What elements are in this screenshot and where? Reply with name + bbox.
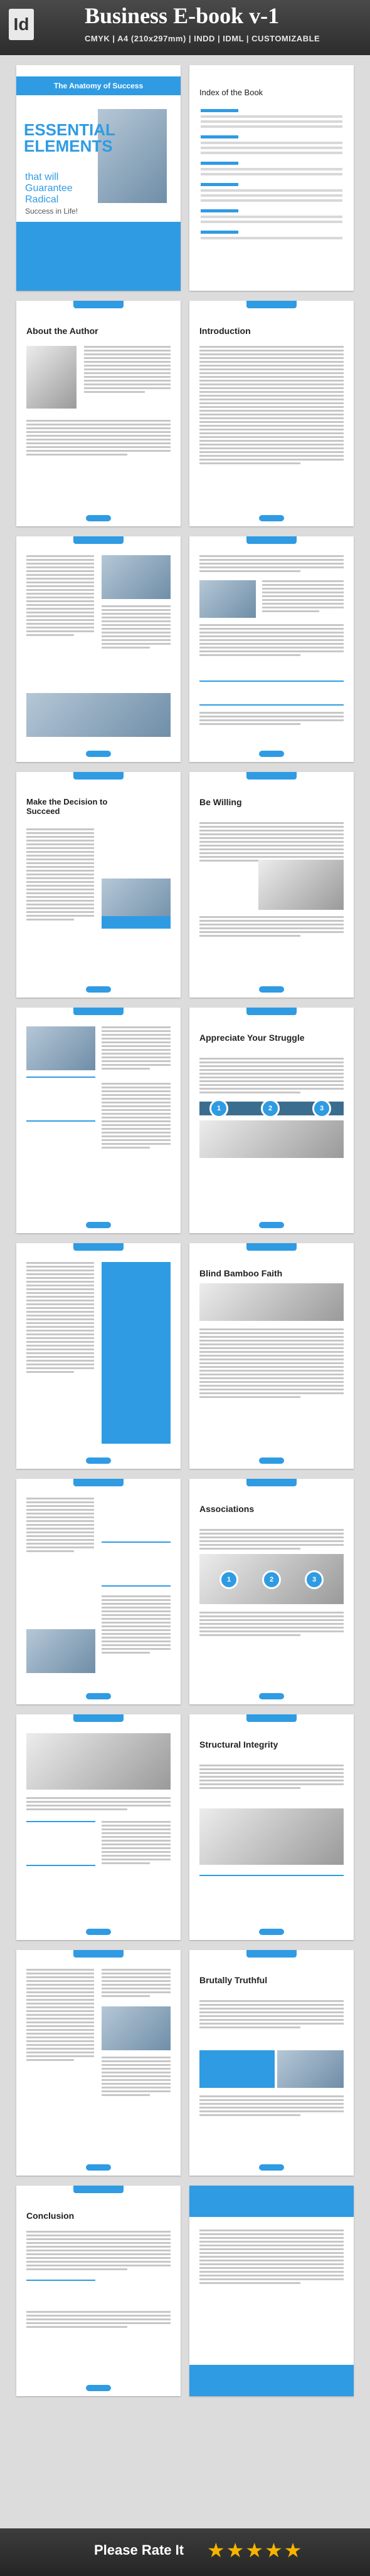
toc-line	[201, 168, 342, 170]
text-block	[199, 916, 344, 939]
text-block	[199, 1058, 344, 1095]
cover-headline-line2: ELEMENTS	[24, 137, 113, 155]
page-footer-pill	[259, 2164, 284, 2171]
text-column	[102, 1083, 171, 1150]
toc-heading	[201, 162, 238, 165]
willing-title: Be Willing	[199, 797, 242, 807]
spread-5	[0, 1008, 370, 1233]
text-column	[26, 555, 94, 638]
text-column	[26, 1498, 94, 1554]
decision-title: Make the Decision to Succeed	[26, 797, 108, 816]
spread-4	[0, 772, 370, 998]
text-block	[262, 580, 344, 614]
text-block	[199, 712, 344, 727]
page-footer-pill	[259, 986, 284, 993]
header-banner	[0, 0, 370, 55]
page-header-pill	[73, 1714, 124, 1722]
page-header-pill	[73, 1008, 124, 1015]
page-footer-pill	[259, 1929, 284, 1935]
toc-line	[201, 199, 342, 202]
text-block	[199, 1328, 344, 1400]
step-2-badge: 2	[261, 1099, 280, 1118]
page-photo	[277, 2050, 344, 2088]
rate-label: Please Rate It	[94, 2542, 184, 2558]
page-7a	[16, 1479, 181, 1704]
team-photo	[258, 860, 344, 910]
toc-line	[201, 125, 342, 128]
spread-8	[0, 1714, 370, 1940]
page-header-pill	[73, 536, 124, 544]
quote-rule	[26, 1821, 95, 1822]
toc-line	[201, 189, 342, 192]
product-specs: CMYK | A4 (210x297mm) | INDD | IDML | CUSTOMIZABLE	[85, 34, 320, 43]
toc-line	[201, 115, 342, 118]
page-introduction	[189, 301, 354, 526]
bamboo-photo	[199, 1283, 344, 1321]
toc-line	[201, 120, 342, 123]
cover-tag4: Success in Life!	[25, 207, 78, 216]
quote-rule	[102, 1541, 171, 1543]
text-block	[199, 1529, 344, 1551]
toc-line	[201, 147, 342, 149]
page-struggle	[189, 1008, 354, 1233]
page-header-pill	[73, 1479, 124, 1486]
page-footer-pill	[86, 515, 111, 521]
integrity-title: Structural Integrity	[199, 1739, 278, 1749]
page-3a	[16, 536, 181, 762]
toc-heading	[201, 109, 238, 112]
quote-rule	[199, 704, 344, 706]
text-block	[199, 2229, 344, 2286]
page-footer-pill	[259, 1222, 284, 1228]
text-column	[26, 1262, 94, 1375]
page-header-pill	[246, 1243, 297, 1251]
about-text-2	[26, 420, 171, 457]
page-footer-pill	[259, 515, 284, 521]
spread-3	[0, 536, 370, 762]
text-column	[102, 1595, 171, 1656]
page-header-pill	[73, 1950, 124, 1958]
cover-bottom-bar	[16, 222, 181, 291]
page-photo	[26, 1629, 95, 1673]
quote-rule	[26, 1120, 95, 1122]
spread-cover	[0, 65, 370, 291]
text-block	[26, 2231, 171, 2272]
page-header-pill	[73, 1243, 124, 1251]
page-header-pill	[246, 1008, 297, 1015]
cover	[16, 65, 181, 291]
intro-title: Introduction	[199, 326, 251, 336]
faith-title: Blind Bamboo Faith	[199, 1268, 283, 1278]
cover-tag3: Radical	[25, 194, 59, 205]
text-column	[26, 828, 94, 922]
page-footer-pill	[259, 1457, 284, 1464]
page-6a	[16, 1243, 181, 1469]
quote-rule	[102, 1585, 171, 1587]
team-grid-photo	[26, 1733, 171, 1790]
page-integrity	[189, 1714, 354, 1940]
page-header-pill	[246, 536, 297, 544]
page-footer-pill	[86, 1693, 111, 1699]
page-photo	[199, 580, 256, 618]
page-footer-pill	[86, 1222, 111, 1228]
steps-photo	[199, 1120, 344, 1158]
page-header-pill	[246, 1479, 297, 1486]
page-header-pill	[246, 1714, 297, 1722]
page-footer-pill	[259, 751, 284, 757]
page-footer-pill	[86, 1929, 111, 1935]
step-3-badge: 3	[312, 1099, 331, 1118]
text-column	[102, 1026, 171, 1072]
rate-banner	[0, 2528, 370, 2576]
page-footer-pill	[86, 986, 111, 993]
page-footer-pill	[86, 2164, 111, 2171]
spread-7	[0, 1479, 370, 1704]
sidebar-quote-panel	[102, 1262, 171, 1444]
text-column	[102, 2057, 171, 2098]
cover-tagline	[25, 172, 78, 217]
quote-rule	[26, 1865, 95, 1866]
page-5a	[16, 1008, 181, 1233]
back-cover-bottom-bar	[189, 2365, 354, 2396]
page-header-pill	[246, 1950, 297, 1958]
text-block	[199, 822, 344, 863]
quote-rule	[26, 1077, 95, 1078]
toc-line	[201, 221, 342, 223]
page-back-cover	[189, 2186, 354, 2396]
page-decision	[16, 772, 181, 998]
page-footer-pill	[86, 1457, 111, 1464]
associations-title: Associations	[199, 1504, 255, 1514]
text-column	[102, 605, 171, 650]
cover-band: The Anatomy of Success	[16, 76, 181, 95]
step-2-badge: 2	[262, 1570, 281, 1589]
text-block	[199, 555, 344, 574]
quote-rule	[26, 2280, 95, 2281]
page-truthful	[189, 1950, 354, 2176]
text-block	[199, 2000, 344, 2030]
page-associations	[189, 1479, 354, 1704]
page-photo-wide	[26, 693, 171, 737]
page-8a	[16, 1714, 181, 1940]
page-photo	[102, 555, 171, 599]
truthful-title: Brutally Truthful	[199, 1975, 268, 1985]
text-block	[199, 624, 344, 658]
bullet-list	[102, 1821, 171, 1866]
page-photo	[102, 2006, 171, 2050]
page-header-pill	[246, 772, 297, 780]
page-about	[16, 301, 181, 526]
toc-line	[201, 216, 342, 218]
conclusion-title: Conclusion	[26, 2211, 75, 2221]
toc-heading	[201, 183, 238, 186]
info-panel	[199, 2050, 275, 2088]
spread-about	[0, 301, 370, 526]
page-3b	[189, 536, 354, 762]
intro-text	[199, 346, 344, 466]
text-block	[199, 2095, 344, 2118]
cover-headline-line1: ESSENTIAL	[24, 120, 115, 139]
page-footer-pill	[86, 2385, 111, 2391]
indesign-logo: Id	[9, 9, 34, 40]
cover-tag2: Guarantee	[25, 183, 73, 194]
page-9a	[16, 1950, 181, 2176]
group-photo	[199, 1808, 344, 1865]
cover-headline	[24, 122, 115, 154]
page-faith	[189, 1243, 354, 1469]
photo-caption-bar	[102, 916, 171, 929]
about-text	[84, 346, 171, 395]
back-cover-top-bar	[189, 2186, 354, 2217]
text-column	[26, 1969, 94, 2063]
text-block	[199, 1765, 344, 1791]
page-willing	[189, 772, 354, 998]
text-block	[26, 2311, 171, 2330]
page-header-pill	[73, 772, 124, 780]
cover-tag1: that will	[25, 172, 59, 182]
toc-line	[201, 142, 342, 144]
index-title: Index of the Book	[199, 88, 263, 97]
step-1-badge: 1	[219, 1570, 238, 1589]
text-column	[102, 1969, 171, 1999]
step-1-badge: 1	[209, 1099, 228, 1118]
toc-line	[201, 173, 342, 175]
step-3-badge: 3	[305, 1570, 324, 1589]
toc-line	[201, 237, 342, 239]
about-title: About the Author	[26, 326, 98, 336]
page-photo	[26, 1026, 95, 1070]
page-footer-pill	[259, 1693, 284, 1699]
author-photo	[26, 346, 77, 409]
rating-stars[interactable]: ★★★★★	[207, 2538, 304, 2562]
toc-heading	[201, 209, 238, 212]
page-header-pill	[73, 301, 124, 308]
toc-line	[201, 194, 342, 197]
toc-heading	[201, 231, 238, 234]
text-block	[26, 1797, 171, 1812]
page-header-pill	[73, 2186, 124, 2193]
page-index	[189, 65, 354, 291]
page-header-pill	[246, 301, 297, 308]
toc-line	[201, 152, 342, 154]
spread-9	[0, 1950, 370, 2176]
page-conclusion	[16, 2186, 181, 2396]
page-footer-pill	[86, 751, 111, 757]
quote-rule	[199, 1875, 344, 1876]
quote-rule	[199, 681, 344, 682]
spread-10	[0, 2186, 370, 2396]
text-block	[199, 1612, 344, 1638]
product-title: Business E-book v-1	[85, 3, 280, 28]
struggle-title: Appreciate Your Struggle	[199, 1033, 305, 1043]
page-cover	[16, 65, 181, 291]
spread-6	[0, 1243, 370, 1469]
toc-heading	[201, 135, 238, 138]
